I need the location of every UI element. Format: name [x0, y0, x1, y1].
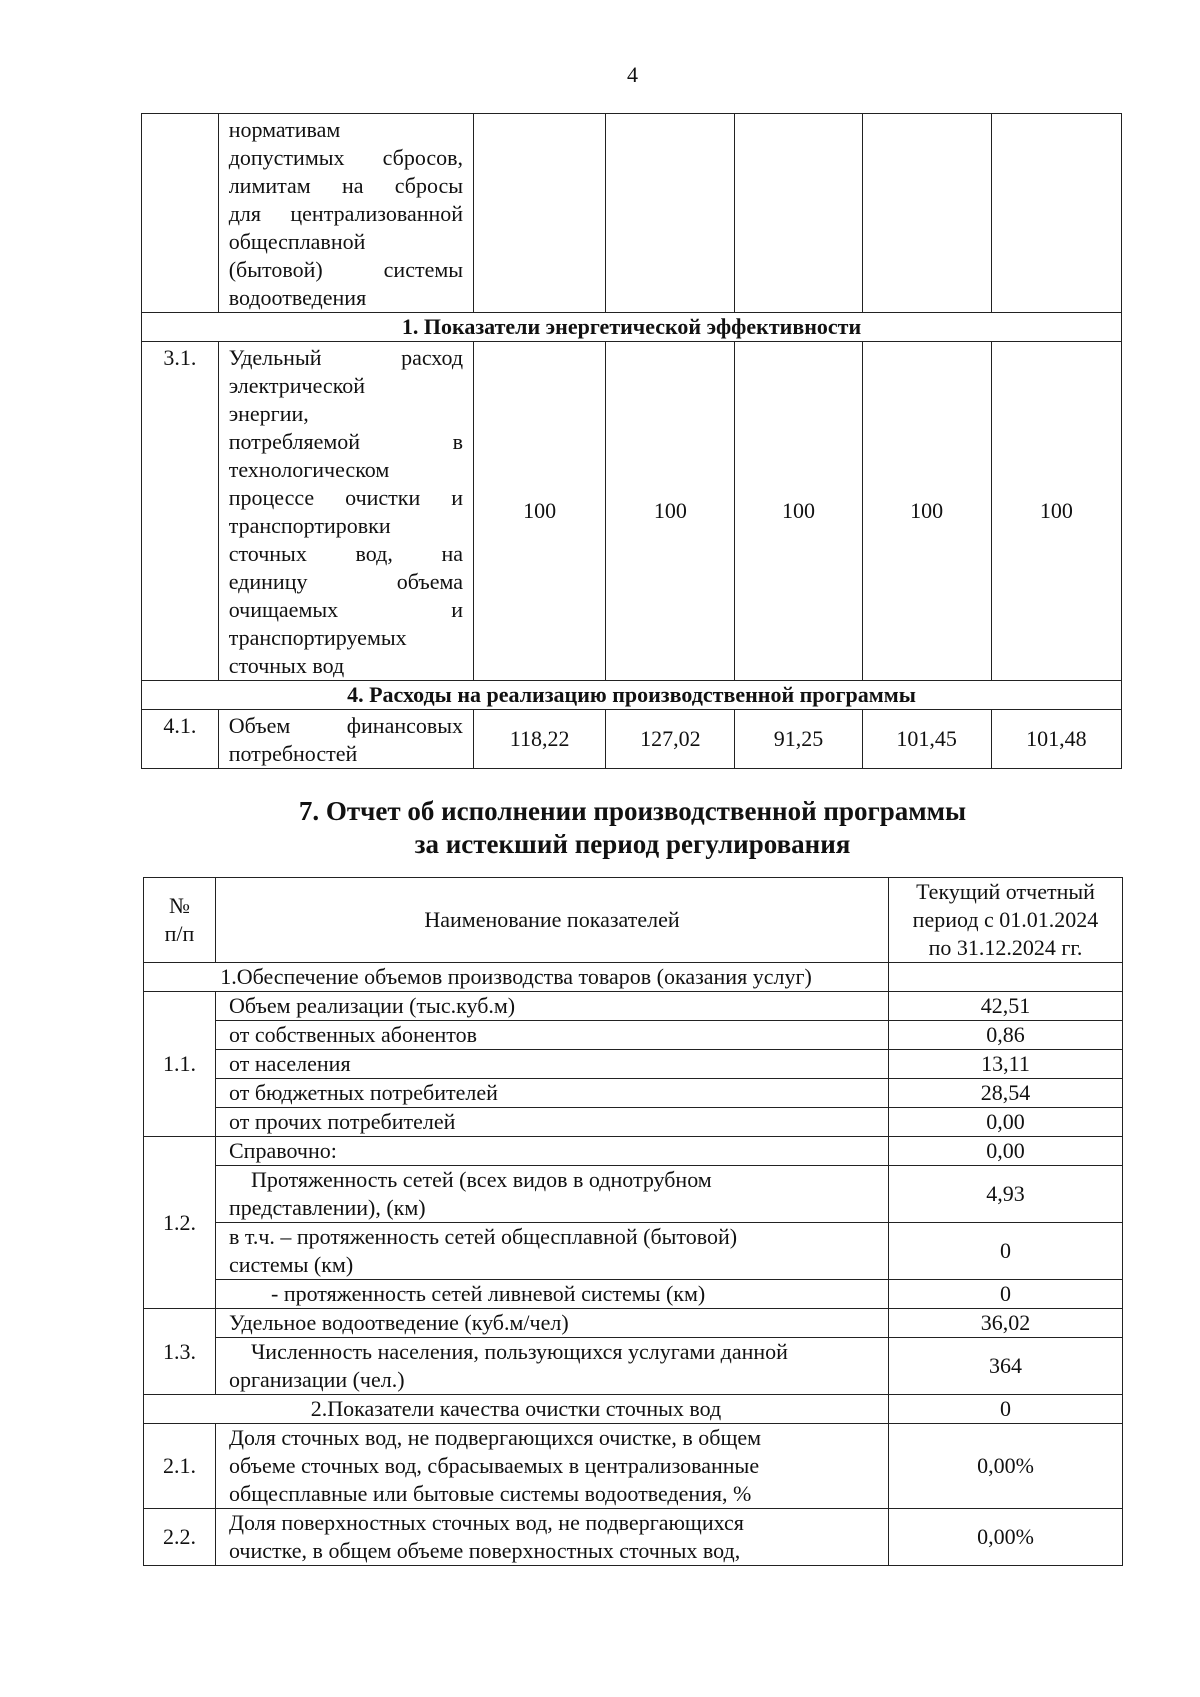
indicator-name-cell: нормативам допустимых сбросов, лимитам на сбросы для централизованной общесплавной (бытовой) системы водоотведения	[218, 114, 473, 313]
header-row	[144, 878, 1123, 963]
row-number: 1.2.	[144, 1137, 216, 1309]
report-title: 7. Отчет об исполнении производственной программы за истекший период регулирования	[298, 796, 967, 859]
section-row	[142, 681, 1122, 710]
table-row	[144, 1050, 1123, 1079]
section-row	[142, 313, 1122, 342]
value-cell	[474, 114, 606, 313]
table-row	[142, 114, 1122, 313]
value-cell	[606, 114, 735, 313]
indicator-value: 0,00%	[889, 1509, 1123, 1566]
table-row	[144, 1079, 1123, 1108]
table-row	[142, 342, 1122, 681]
indicator-name-cell: Удельный расход электрической энергии, потребляемой в технологическом процессе очистки и транспортировки сточных вод, на единицу объема очищаемых и транспортируемых сточных вод	[218, 342, 473, 681]
indicator-value: 13,11	[889, 1050, 1123, 1079]
table-row	[144, 992, 1123, 1021]
table-row	[144, 1309, 1123, 1338]
indicator-value: 28,54	[889, 1079, 1123, 1108]
value-cell	[889, 963, 1123, 992]
value-cell: 100	[606, 342, 735, 681]
value-cell: 101,48	[991, 710, 1121, 769]
indicator-name: Справочно:	[216, 1137, 889, 1166]
value-cell: 91,25	[735, 710, 862, 769]
value-cell	[735, 114, 862, 313]
table-row	[144, 1338, 1123, 1395]
table-row	[144, 1223, 1123, 1280]
indicator-value: 0,00%	[889, 1424, 1123, 1509]
value-cell	[991, 114, 1121, 313]
indicator-name: от собственных абонентов	[216, 1021, 889, 1050]
section-title: 1. Показатели энергетической эффективности	[142, 313, 1122, 342]
row-number: 3.1.	[142, 342, 219, 681]
page-number: 4	[627, 62, 638, 87]
program-report-table	[143, 877, 1123, 1566]
table-row	[142, 710, 1122, 769]
indicator-value: 0,00	[889, 1137, 1123, 1166]
row-number: 1.3.	[144, 1309, 216, 1395]
value-cell: 100	[991, 342, 1121, 681]
indicator-name-cell: Объем финансовых потребностей	[218, 710, 473, 769]
indicator-value: 0,00	[889, 1108, 1123, 1137]
table-row	[144, 1137, 1123, 1166]
row-number-cell	[142, 114, 219, 313]
indicator-value: 4,93	[889, 1166, 1123, 1223]
indicator-name: Численность населения, пользующихся услугами данной организации (чел.)	[216, 1338, 889, 1395]
indicator-name: от бюджетных потребителей	[216, 1079, 889, 1108]
value-cell	[862, 114, 991, 313]
value-cell: 100	[735, 342, 862, 681]
indicator-name: Доля сточных вод, не подвергающихся очистке, в общем объеме сточных вод, сбрасываемых в централизованные общесплавные или бытовые системы водоотведения, %	[216, 1424, 889, 1509]
row-number: 2.2.	[144, 1509, 216, 1566]
indicator-value: 0	[889, 1280, 1123, 1309]
row-number: 4.1.	[142, 710, 219, 769]
table-row	[144, 1021, 1123, 1050]
indicator-name: - протяженность сетей ливневой системы (км)	[216, 1280, 889, 1309]
section-title: 1.Обеспечение объемов производства товаров (оказания услуг)	[144, 963, 889, 992]
header-period: Текущий отчетный период с 01.01.2024 по 31.12.2024 гг.	[889, 878, 1123, 963]
section-row	[144, 963, 1123, 992]
indicator-value: 364	[889, 1338, 1123, 1395]
value-cell: 118,22	[474, 710, 606, 769]
table-row	[144, 1166, 1123, 1223]
indicator-value: 36,02	[889, 1309, 1123, 1338]
header-number: № п/п	[144, 878, 216, 963]
indicator-name: Протяженность сетей (всех видов в однотрубном представлении), (км)	[216, 1166, 889, 1223]
value-cell: 101,45	[862, 710, 991, 769]
table-row	[144, 1108, 1123, 1137]
indicator-name: в т.ч. – протяженность сетей общесплавной (бытовой) системы (км)	[216, 1223, 889, 1280]
value-cell: 127,02	[606, 710, 735, 769]
row-number: 1.1.	[144, 992, 216, 1137]
indicator-value: 0,86	[889, 1021, 1123, 1050]
row-number: 2.1.	[144, 1424, 216, 1509]
indicator-name: Удельное водоотведение (куб.м/чел)	[216, 1309, 889, 1338]
indicator-name: от прочих потребителей	[216, 1108, 889, 1137]
indicators-table-continued	[141, 113, 1122, 769]
section-title: 4. Расходы на реализацию производственной программы	[142, 681, 1122, 710]
table-row	[144, 1280, 1123, 1309]
indicator-name: от населения	[216, 1050, 889, 1079]
indicator-value: 0	[889, 1395, 1123, 1424]
value-cell: 100	[474, 342, 606, 681]
indicator-value: 42,51	[889, 992, 1123, 1021]
indicator-value: 0	[889, 1223, 1123, 1280]
indicator-name: Доля поверхностных сточных вод, не подвергающихся очистке, в общем объеме поверхностных сточных вод,	[216, 1509, 889, 1566]
value-cell: 100	[862, 342, 991, 681]
indicator-name: Объем реализации (тыс.куб.м)	[216, 992, 889, 1021]
section-title: 2.Показатели качества очистки сточных вод	[144, 1395, 889, 1424]
header-name: Наименование показателей	[216, 878, 889, 963]
table-row	[144, 1424, 1123, 1509]
table-row	[144, 1509, 1123, 1566]
section-row	[144, 1395, 1123, 1424]
